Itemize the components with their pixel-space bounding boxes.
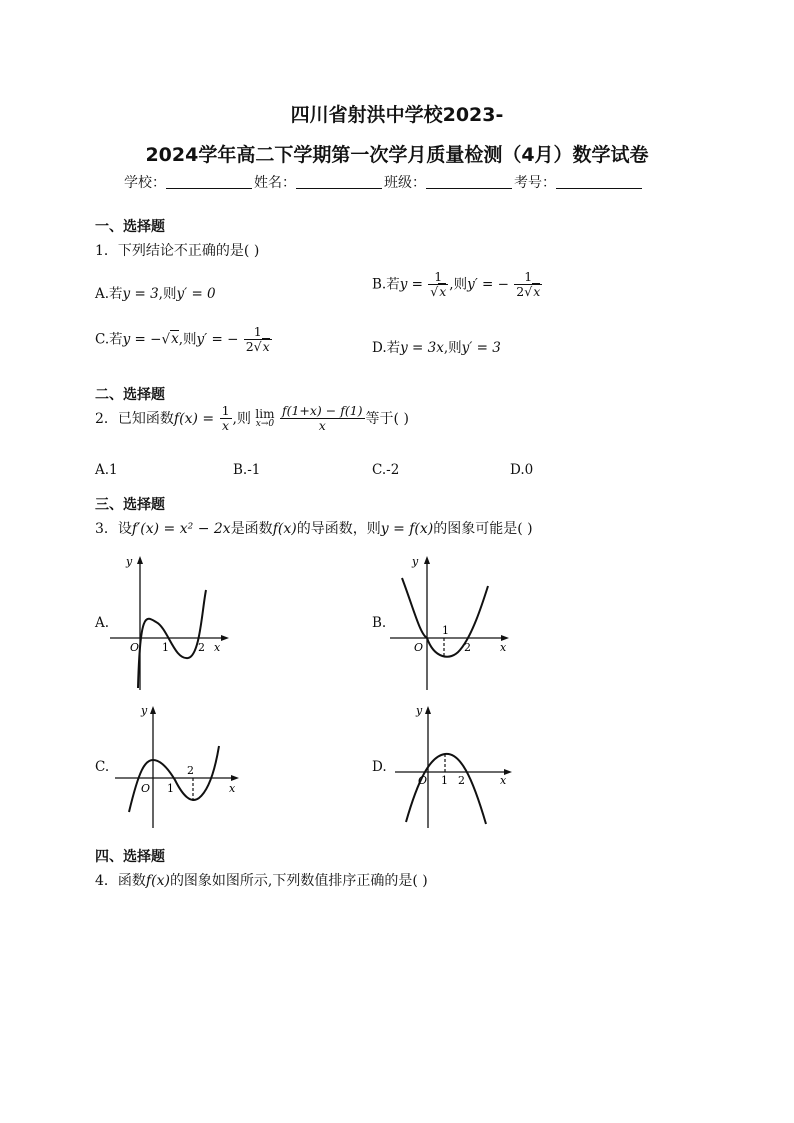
q3-stem: 3．设f′(x) = x² − 2x是函数f(x)的导函数，则y = f(x)的图象可能是( ) xyxy=(95,521,533,537)
graph-a-tick-1: 1 xyxy=(162,641,169,654)
q2-option-d[interactable]: D.0 xyxy=(510,462,534,478)
graph-b-x-label: x xyxy=(500,641,507,654)
graph-a-x-label: x xyxy=(214,641,221,654)
graph-a-y-arrow xyxy=(137,556,143,564)
section-2-heading: 二、选择题 xyxy=(95,387,165,403)
q3-graph-a[interactable] xyxy=(110,550,240,695)
q3-option-a-label[interactable]: A. xyxy=(95,615,110,631)
q1-stem: 1．下列结论不正确的是( ) xyxy=(95,243,260,259)
school-label: 学校： xyxy=(124,175,166,191)
q1-option-a[interactable]: A.若y = 3,则y′ = 0 xyxy=(95,286,216,302)
q2-option-b[interactable]: B.-1 xyxy=(233,462,261,478)
graph-d-curve xyxy=(406,754,486,824)
graph-d-origin-label: O xyxy=(418,774,428,787)
exam-title-line1: 四川省射洪中学校2023- xyxy=(290,104,504,126)
q1-option-b[interactable]: B.若y = $\frac{1}{√x}$ ,则y′ = − $\frac{1}{2√x}$ xyxy=(372,269,541,300)
graph-c-x-label: x xyxy=(229,782,236,795)
q4-stem: 4．函数f(x)的图象如图所示,下列数值排序正确的是( ) xyxy=(95,873,428,889)
q2-limit-fraction: $\frac{f(1+x) - f(1)}{x}$ xyxy=(281,403,363,434)
graph-c-curve xyxy=(129,746,219,812)
graph-b-y-label: y xyxy=(412,555,419,568)
graph-d-y-label: y xyxy=(416,704,423,717)
q2-stem: 2．已知函数f(x) = $\frac{1}{x}$ ,则 lim x→0 $\frac{f(1+x) - f(1)}{x}$ 等于( ) xyxy=(95,403,409,434)
graph-d-tick-2: 2 xyxy=(458,774,465,787)
graph-a-origin-label: O xyxy=(130,641,140,654)
graph-d-y-arrow xyxy=(425,706,431,714)
q1-option-d[interactable]: D.若y = 3x,则y′ = 3 xyxy=(372,340,501,356)
graph-b-y-arrow xyxy=(424,556,430,564)
class-field[interactable] xyxy=(426,174,512,189)
exam-title-line2: 2024学年高二下学期第一次学月质量检测（4月）数学试卷 xyxy=(145,144,649,166)
exam-no-label: 考号： xyxy=(514,175,556,191)
graph-c-x-arrow xyxy=(231,775,239,781)
graph-c-tick-1: 1 xyxy=(167,782,174,795)
name-field[interactable] xyxy=(296,174,382,189)
q1-option-c[interactable]: C.若y = −√x,则y′ = − $\frac{1}{2√x}$ xyxy=(95,324,270,355)
graph-a-x-arrow xyxy=(221,635,229,641)
graph-d-x-label: x xyxy=(500,774,507,787)
class-label: 班级： xyxy=(384,175,426,191)
graph-d-tick-1: 1 xyxy=(441,774,448,787)
q1-c-result-fraction: $\frac{1}{2√x}$ xyxy=(245,324,270,355)
q3-graph-b[interactable] xyxy=(390,550,520,695)
graph-a-y-label: y xyxy=(126,555,133,568)
q2-fraction: $\frac{1}{x}$ xyxy=(221,403,230,434)
section-3-heading: 三、选择题 xyxy=(95,497,165,513)
graph-b-tick-2: 2 xyxy=(464,641,471,654)
school-field[interactable] xyxy=(166,174,252,189)
q3-option-c-label[interactable]: C. xyxy=(95,759,110,775)
q2-limit: lim x→0 xyxy=(255,407,275,430)
name-label: 姓名： xyxy=(254,175,296,191)
q3-graph-d[interactable] xyxy=(390,700,520,835)
q3-graph-c[interactable] xyxy=(115,700,245,835)
q1-b-result-fraction: $\frac{1}{2√x}$ xyxy=(516,269,541,300)
graph-a-curve xyxy=(138,590,206,688)
graph-c-origin-label: O xyxy=(141,782,151,795)
section-4-heading: 四、选择题 xyxy=(95,849,165,865)
graph-b-origin-label: O xyxy=(414,641,424,654)
q2-option-c[interactable]: C.-2 xyxy=(372,462,400,478)
graph-c-y-label: y xyxy=(141,704,148,717)
graph-b-tick-1: 1 xyxy=(442,624,449,637)
student-info-line xyxy=(124,172,644,192)
q2-option-a[interactable]: A.1 xyxy=(95,462,118,478)
q3-option-d-label[interactable]: D. xyxy=(372,759,387,775)
section-1-heading: 一、选择题 xyxy=(95,219,165,235)
graph-a-tick-2: 2 xyxy=(198,641,205,654)
graph-c-tick-2: 2 xyxy=(187,764,194,777)
exam-no-field[interactable] xyxy=(556,174,642,189)
q3-option-b-label[interactable]: B. xyxy=(372,615,387,631)
q1-b-fraction: $\frac{1}{√x}$ xyxy=(430,269,447,300)
graph-c-y-arrow xyxy=(150,706,156,714)
